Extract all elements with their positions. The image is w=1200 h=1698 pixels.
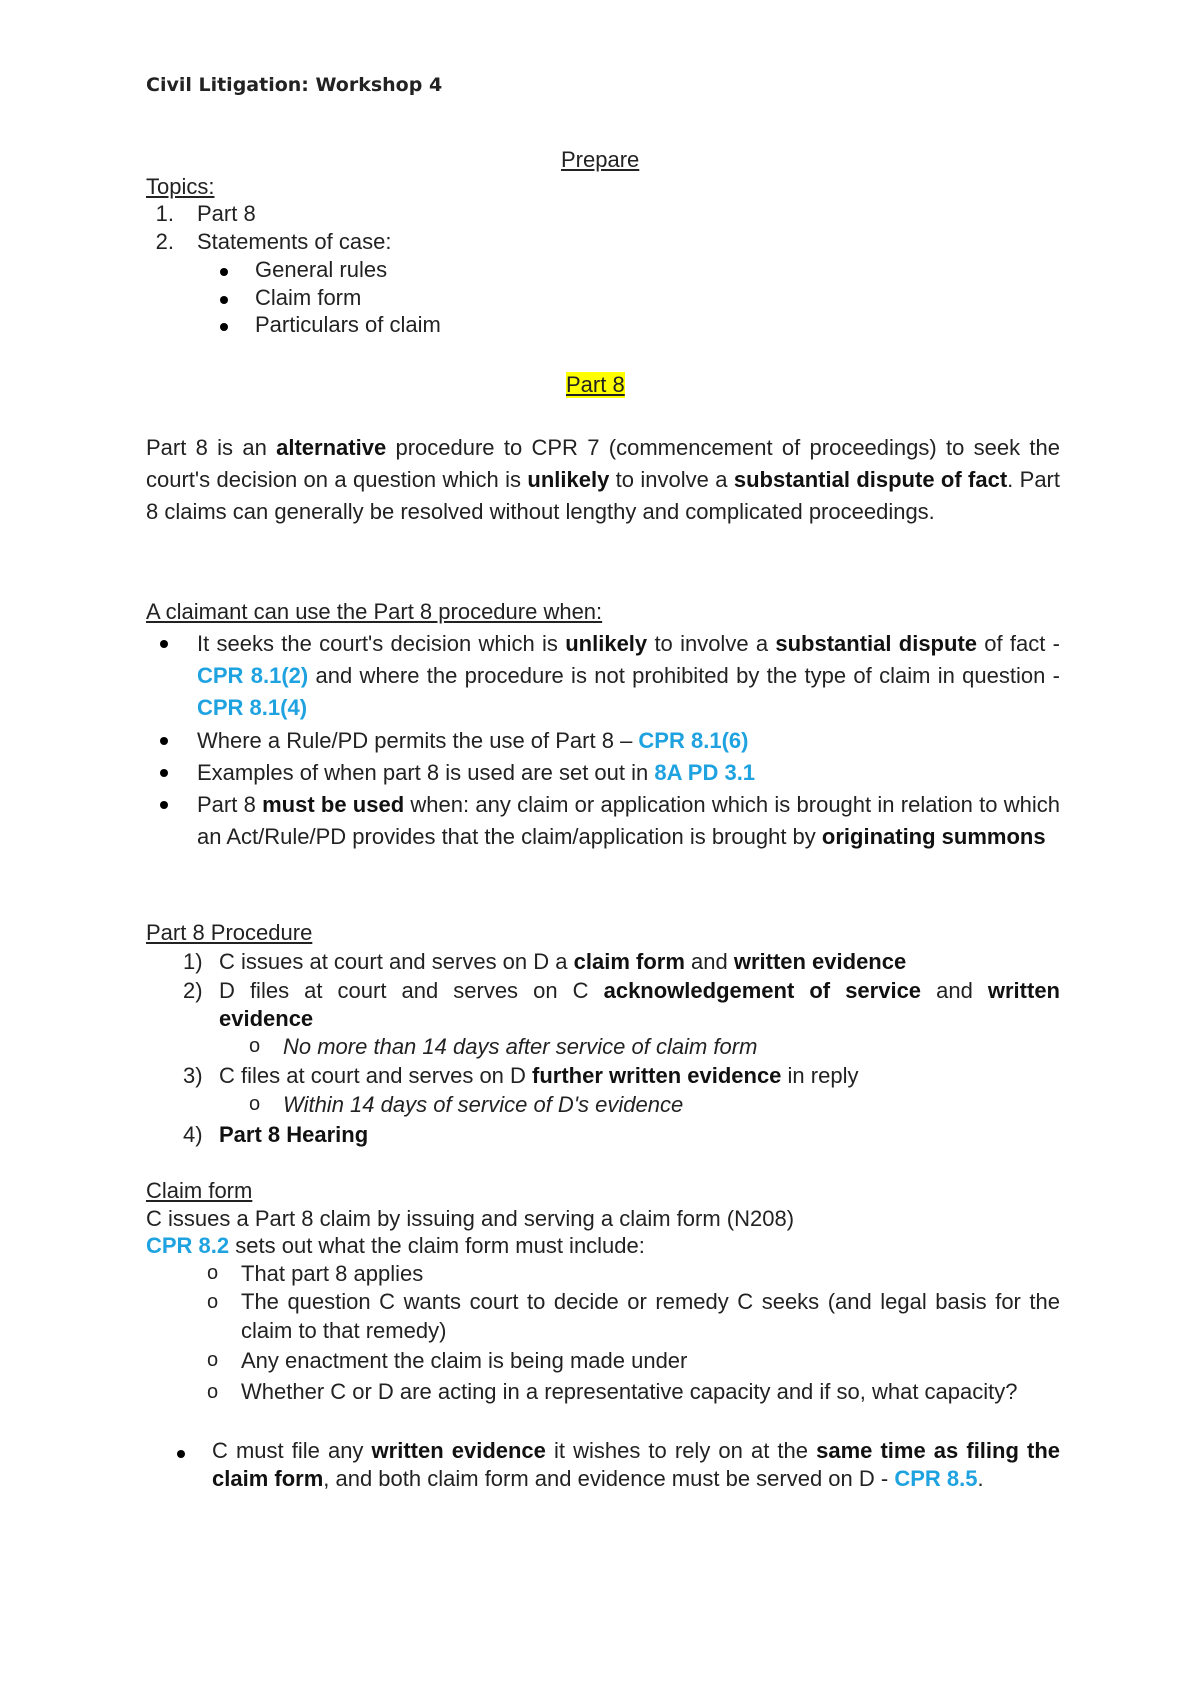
step-number: 3) <box>183 1063 203 1088</box>
subsection-heading-claim-form: Claim form <box>146 1178 253 1203</box>
procedure-step-continuation: evidence <box>219 1006 314 1031</box>
final-bullet-item: C must file any written evidence it wishes to rely on at the same time as filing the claim form, and both claim form and evidence must be served on D - CPR 8.5. <box>212 1438 1060 1491</box>
document-title: Civil Litigation: Workshop 4 <box>146 74 443 96</box>
topic-item: Statements of case: <box>197 229 392 254</box>
bullet-icon <box>220 323 228 331</box>
subsection-heading-when: A claimant can use the Part 8 procedure when: <box>146 599 603 624</box>
claim-form-rule-line: CPR 8.2 sets out what the claim form must include: <box>146 1233 645 1258</box>
list-number: 2. <box>155 229 174 254</box>
procedure-substep: Within 14 days of service of D's evidence <box>283 1092 684 1117</box>
bullet-icon <box>220 268 228 276</box>
claim-form-item: Any enactment the claim is being made under <box>241 1348 688 1373</box>
bullet-icon <box>160 737 168 745</box>
circle-bullet-icon: o <box>207 1291 219 1313</box>
list-item: Examples of when part 8 is used are set out in 8A PD 3.1 <box>197 760 756 785</box>
claim-form-item: Whether C or D are acting in a representative capacity and if so, what capacity? <box>241 1379 1018 1404</box>
procedure-step: C issues at court and serves on D a claim form and written evidence <box>219 949 907 974</box>
step-number: 1) <box>183 949 203 974</box>
bullet-icon <box>160 640 168 648</box>
bullet-icon <box>220 296 228 304</box>
topics-label: Topics: <box>146 174 215 199</box>
subsection-heading-procedure: Part 8 Procedure <box>146 920 313 945</box>
section-heading-part8: Part 8 <box>566 372 625 397</box>
subtopic-item: Particulars of claim <box>255 312 441 337</box>
claim-form-item: The question C wants court to decide or remedy C seeks (and legal basis for the claim to that remedy) <box>241 1289 1060 1343</box>
bullet-icon <box>160 801 168 809</box>
topic-item: Part 8 <box>197 201 256 226</box>
procedure-step: D files at court and serves on C acknowledgement of service and written <box>219 978 1060 1003</box>
procedure-step: C files at court and serves on D further written evidence in reply <box>219 1063 859 1088</box>
list-item: It seeks the court's decision which is unlikely to involve a substantial dispute of fact - CPR 8.1(2) and where the procedure is not prohibited by the type of claim in question - CPR 8.1(4) <box>197 631 1060 720</box>
procedure-substep: No more than 14 days after service of claim form <box>283 1034 758 1059</box>
section-heading-prepare: Prepare <box>561 147 640 172</box>
subtopic-item: General rules <box>255 257 388 282</box>
list-item: Where a Rule/PD permits the use of Part 8 – CPR 8.1(6) <box>197 728 749 753</box>
procedure-step: Part 8 Hearing <box>219 1122 369 1147</box>
circle-bullet-icon: o <box>207 1349 219 1371</box>
circle-bullet-icon: o <box>249 1093 261 1115</box>
claim-form-intro: C issues a Part 8 claim by issuing and serving a claim form (N208) <box>146 1206 795 1231</box>
step-number: 2) <box>183 978 203 1003</box>
circle-bullet-icon: o <box>207 1262 219 1284</box>
intro-paragraph: Part 8 is an alternative procedure to CPR 7 (commencement of proceedings) to seek the court's decision on a question which is unlikely to involve a substantial dispute of fact. Part 8 claims can generally be resolved without lengthy and complicated proceedings. <box>146 435 1060 524</box>
claim-form-item: That part 8 applies <box>241 1261 424 1286</box>
circle-bullet-icon: o <box>249 1035 261 1057</box>
subtopic-item: Claim form <box>255 285 362 310</box>
list-number: 1. <box>155 201 174 226</box>
bullet-icon <box>160 769 168 777</box>
list-item: Part 8 must be used when: any claim or application which is brought in relation to which an Act/Rule/PD provides that the claim/application is brought by originating summons <box>197 792 1060 849</box>
bullet-icon <box>177 1450 185 1458</box>
circle-bullet-icon: o <box>207 1381 219 1403</box>
step-number: 4) <box>183 1122 203 1147</box>
